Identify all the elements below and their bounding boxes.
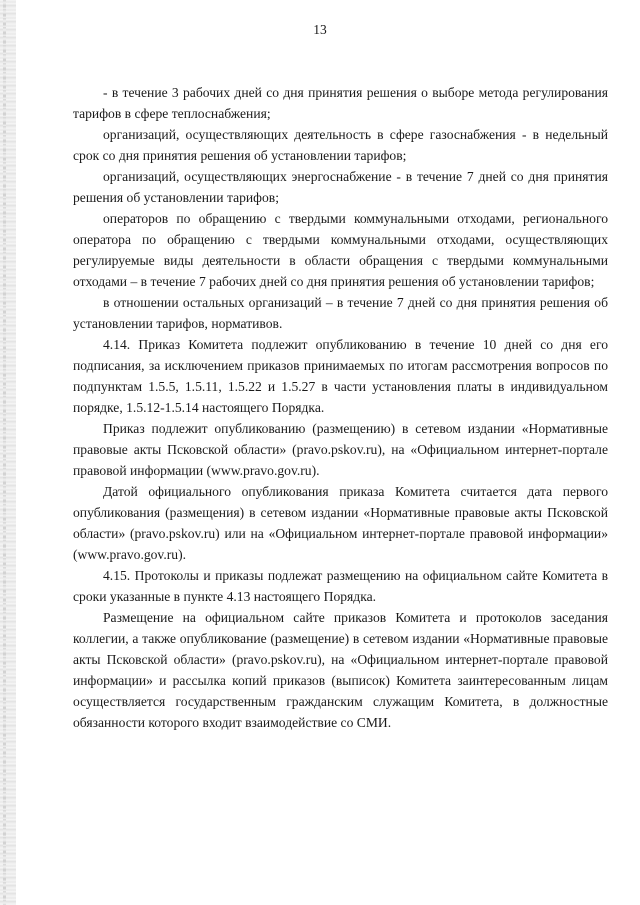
paragraph-energy-supply: организаций, осуществляющих энергоснабжение - в течение 7 дней со дня принятия решения об установлении тарифов; [73,169,608,205]
paragraph-placement: Размещение на официальном сайте приказов Комитета и протоколов заседания коллегии, а также опубликование (размещение) в сетевом издании «Нормативные правовые акты Псковской области» (pravo.pskov.ru), на «Официальном интернет-портале правовой информации» и рассылка копий приказов (выписок) Комитета заинтересованным лицам осуществляется государственным гражданским служащим Комитета, в должностные обязанности которого входит взаимодействие со СМИ. [73,610,608,730]
paragraph-4-15: 4.15. Протоколы и приказы подлежат размещению на официальном сайте Комитета в сроки указанные в пункте 4.13 настоящего Порядка. [73,568,608,604]
paragraph-other-organizations: в отношении остальных организаций – в течение 7 дней со дня принятия решения об установлении тарифов, нормативов. [73,295,608,331]
document-body [73,82,608,733]
scan-edge-artifact [0,0,16,905]
paragraph-heat-supply: - в течение 3 рабочих дней со дня принятия решения о выборе метода регулирования тарифов в сфере теплоснабжения; [73,85,608,121]
paragraph-publication-date: Датой официального опубликования приказа Комитета считается дата первого опубликования (размещения) в сетевом издании «Нормативные правовые акты Псковской области» (pravo.pskov.ru) или на «Официальном интернет-портале правовой информации» (www.pravo.gov.ru). [73,484,608,562]
paragraph-waste-operators: операторов по обращению с твердыми коммунальными отходами, регионального оператора по обращению с твердыми коммунальными отходами, осуществляющих регулируемые виды деятельности в области обращения с твердыми коммунальными отходами – в течение 7 рабочих дней со дня принятия решения об установлении тарифов; [73,211,608,289]
paragraph-gas-supply: организаций, осуществляющих деятельность в сфере газоснабжения - в недельный срок со дня принятия решения об установлении тарифов; [73,127,608,163]
paragraph-publication: Приказ подлежит опубликованию (размещению) в сетевом издании «Нормативные правовые акты Псковской области» (pravo.pskov.ru), на «Официальном интернет-портале правовой информации (www.pravo.gov.ru). [73,421,608,478]
page-number: 13 [313,22,327,37]
paragraph-4-14: 4.14. Приказ Комитета подлежит опубликованию в течение 10 дней со дня его подписания, за исключением приказов принимаемых по итогам рассмотрения вопросов по подпунктам 1.5.5, 1.5.11, 1.5.22 и 1.5.27 в части установления платы в индивидуальном порядке, 1.5.12-1.5.14 настоящего Порядка. [73,337,608,415]
